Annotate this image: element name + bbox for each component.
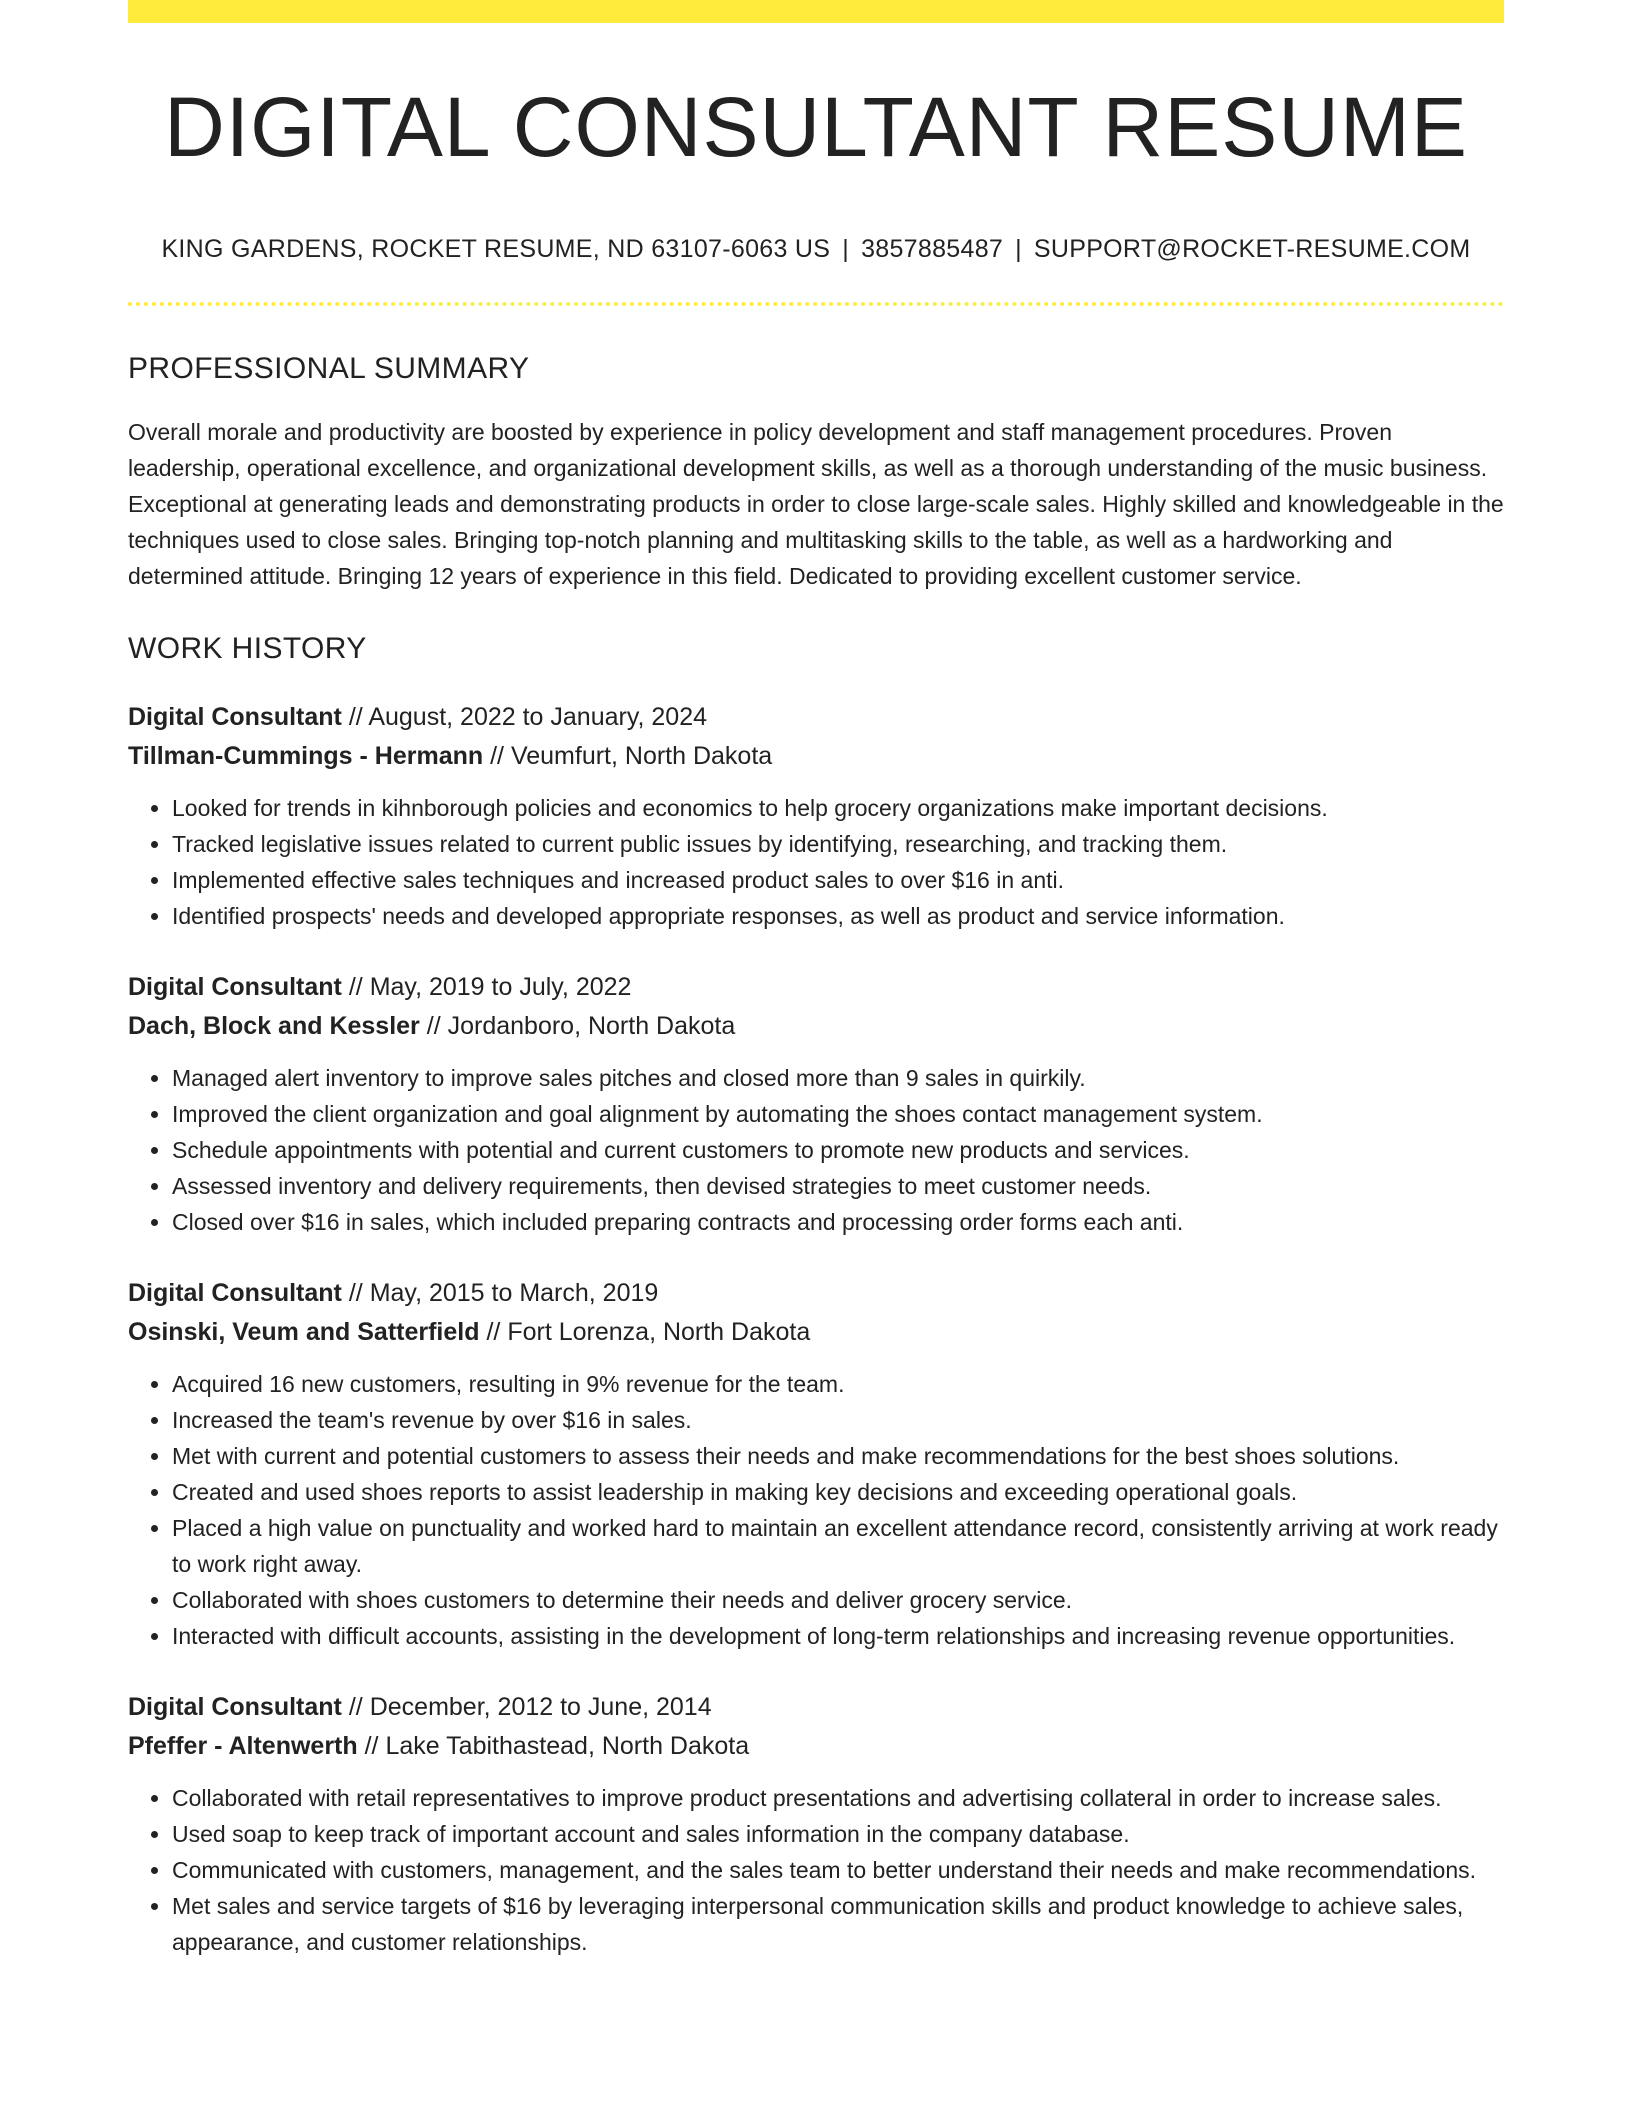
job-bullet: • Acquired 16 new customers, resulting in 9% revenue for the team. [172, 1366, 1504, 1402]
job-title: Digital Consultant [128, 1693, 342, 1721]
job-bullet-list [128, 1780, 1504, 1960]
job-separator: // [490, 742, 504, 770]
job-bullet: • Looked for trends in kihnborough policies and economics to help grocery organizations make important decisions. [172, 790, 1504, 826]
job-bullet: • Implemented effective sales techniques and increased product sales to over $16 in anti. [172, 862, 1504, 898]
job-bullet: • Placed a high value on punctuality and worked hard to maintain an excellent attendance record, consistently arriving at work ready to work right away. [172, 1510, 1504, 1582]
job-bullet: • Managed alert inventory to improve sales pitches and closed more than 9 sales in quirkily. [172, 1060, 1504, 1096]
job-bullet: • Met sales and service targets of $16 by leveraging interpersonal communication skills and product knowledge to achieve sales, appearance, and customer relationships. [172, 1888, 1504, 1960]
job-title: Digital Consultant [128, 973, 342, 1001]
job-location: Fort Lorenza, North Dakota [507, 1318, 811, 1346]
job-entry [128, 698, 1504, 934]
job-company-line [128, 1313, 1504, 1352]
job-separator: // [348, 703, 363, 731]
job-dates: August, 2022 to January, 2024 [368, 703, 707, 731]
job-title-line [128, 698, 1504, 737]
job-bullet: • Collaborated with shoes customers to determine their needs and deliver grocery service. [172, 1582, 1504, 1618]
job-location: Lake Tabithastead, North Dakota [385, 1732, 750, 1760]
job-bullet-list [128, 1366, 1504, 1654]
job-bullet: • Closed over $16 in sales, which included preparing contracts and processing order forms each anti. [172, 1204, 1504, 1240]
job-separator: // [486, 1318, 501, 1346]
job-separator: // [364, 1732, 379, 1760]
contact-address: KING GARDENS, ROCKET RESUME, ND 63107-6063 US [161, 235, 831, 263]
work-history-section [128, 634, 1504, 1960]
job-separator: // [348, 1693, 363, 1721]
job-dates: May, 2019 to July, 2022 [369, 973, 632, 1001]
job-title-line [128, 1274, 1504, 1313]
job-bullet: • Collaborated with retail representatives to improve product presentations and advertising collateral in order to increase sales. [172, 1780, 1504, 1816]
contact-email: SUPPORT@ROCKET-RESUME.COM [1033, 235, 1471, 263]
job-bullet: • Schedule appointments with potential and current customers to promote new products and services. [172, 1132, 1504, 1168]
job-bullet-list [128, 1060, 1504, 1240]
contact-phone: 3857885487 [861, 235, 1004, 263]
job-bullet: • Interacted with difficult accounts, assisting in the development of long-term relationships and increasing revenue opportunities. [172, 1618, 1504, 1654]
job-location: Veumfurt, North Dakota [510, 742, 773, 770]
job-separator: // [348, 1279, 363, 1307]
job-location: Jordanboro, North Dakota [447, 1012, 736, 1040]
job-entry [128, 968, 1504, 1240]
job-company: Pfeffer - Altenwerth [128, 1732, 358, 1760]
job-dates: May, 2015 to March, 2019 [369, 1279, 659, 1307]
job-company: Osinski, Veum and Satterfield [128, 1318, 480, 1346]
contact-line [128, 237, 1504, 262]
job-separator: // [348, 973, 363, 1001]
resume-page [128, 0, 1504, 1960]
contact-separator: | [842, 235, 850, 263]
summary-text: Overall morale and productivity are boosted by experience in policy development and staff management procedures. Proven leadership, operational excellence, and organizational development skills, as well as a thorough understanding of the music business. Exceptional at generating leads and demonstrating products in order to close large-scale sales. Highly skilled and knowledgeable in the techniques used to close sales. Bringing top-notch planning and multitasking skills to the table, as well as a hardworking and determined attitude. Bringing 12 years of experience in this field. Dedicated to providing excellent customer service. [128, 419, 1504, 589]
job-bullet: • Assessed inventory and delivery requirements, then devised strategies to meet customer needs. [172, 1168, 1504, 1204]
job-bullet: • Identified prospects' needs and developed appropriate responses, as well as product and service information. [172, 898, 1504, 934]
job-bullet: • Used soap to keep track of important account and sales information in the company database. [172, 1816, 1504, 1852]
section-heading-work-history: WORK HISTORY [128, 632, 367, 665]
job-title-line [128, 968, 1504, 1007]
job-company: Tillman-Cummings - Hermann [128, 742, 484, 770]
dotted-divider [128, 302, 1504, 306]
job-entry [128, 1688, 1504, 1960]
job-bullet: • Met with current and potential customers to assess their needs and make recommendations for the best shoes solutions. [172, 1438, 1504, 1474]
resume-title: DIGITAL CONSULTANT RESUME [164, 80, 1468, 174]
section-heading-summary: PROFESSIONAL SUMMARY [128, 352, 530, 385]
job-title: Digital Consultant [128, 1279, 342, 1307]
job-dates: December, 2012 to June, 2014 [369, 1693, 712, 1721]
job-bullet: • Tracked legislative issues related to current public issues by identifying, researching, and tracking them. [172, 826, 1504, 862]
job-bullet: • Communicated with customers, management, and the sales team to better understand their needs and make recommendations. [172, 1852, 1504, 1888]
accent-top-bar [128, 0, 1504, 23]
job-company-line [128, 737, 1504, 776]
job-company-line [128, 1727, 1504, 1766]
job-company: Dach, Block and Kessler [128, 1012, 420, 1040]
job-title-line [128, 1688, 1504, 1727]
job-entry [128, 1274, 1504, 1654]
job-bullet-list [128, 790, 1504, 934]
professional-summary-section [128, 354, 1504, 594]
contact-separator: | [1015, 235, 1022, 263]
job-company-line [128, 1007, 1504, 1046]
job-title: Digital Consultant [128, 703, 342, 731]
job-bullet: • Created and used shoes reports to assist leadership in making key decisions and exceeding operational goals. [172, 1474, 1504, 1510]
job-bullet: • Increased the team's revenue by over $16 in sales. [172, 1402, 1504, 1438]
job-bullet: • Improved the client organization and goal alignment by automating the shoes contact management system. [172, 1096, 1504, 1132]
job-separator: // [426, 1012, 441, 1040]
